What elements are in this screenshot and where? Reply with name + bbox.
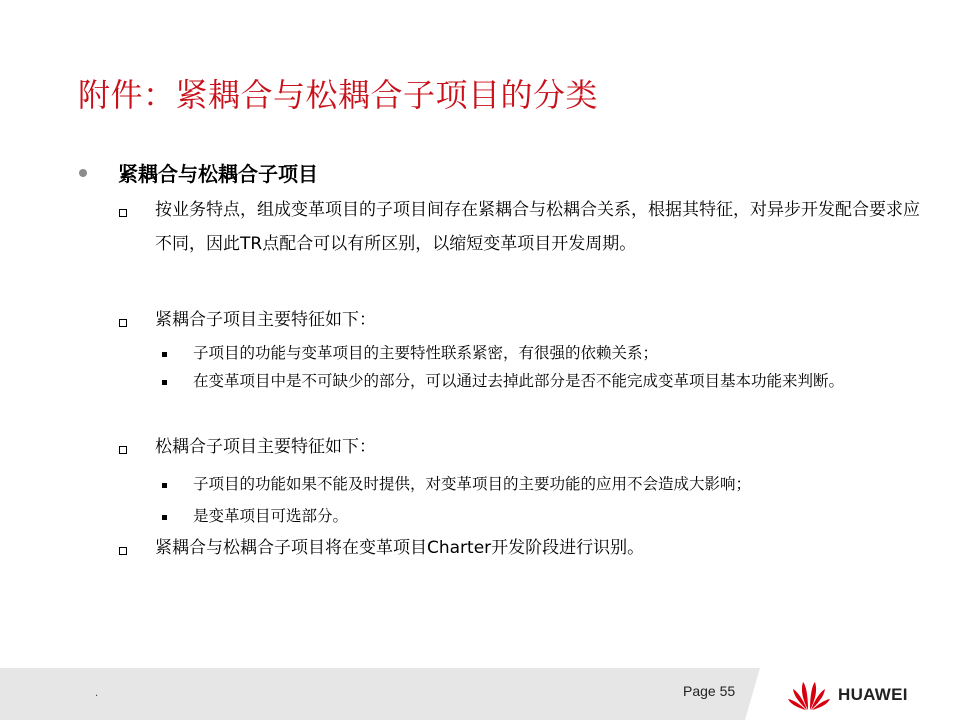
list-item: 按业务特点，组成变革项目的子项目间存在紧耦合与松耦合关系，根据其特征，对异步开发配合要求应不同，因此TR点配合可以有所区别，以缩短变革项目开发周期。 [155,200,920,254]
level2-bullet [119,547,127,555]
level3-bullet [162,515,167,520]
slide-title: 附件：紧耦合与松耦合子项目的分类 [78,76,599,114]
section-heading: 紧耦合与松耦合子项目 [118,162,318,186]
page-number: Page 55 [683,683,736,699]
huawei-logo-icon [786,676,832,712]
level2-bullet [119,319,127,327]
footer-dot: . [95,688,99,699]
sub-list-item: 在变革项目中是不可缺少的部分，可以通过去掉此部分是否不能完成变革项目基本功能来判断。 [193,372,845,390]
level3-bullet [162,483,167,488]
level2-bullet [119,209,127,217]
brand-name: HUAWEI [838,685,908,704]
sub-list-item: 是变革项目可选部分。 [193,507,349,525]
level1-bullet [79,169,87,177]
level2-bullet [119,446,127,454]
sub-list-item: 子项目的功能与变革项目的主要特性联系紧密，有很强的依赖关系； [193,344,659,362]
list-item: 紧耦合与松耦合子项目将在变革项目Charter开发阶段进行识别。 [155,538,645,558]
list-item: 紧耦合子项目主要特征如下： [155,310,376,330]
list-item: 松耦合子项目主要特征如下： [155,437,376,457]
level3-bullet [162,352,167,357]
level3-bullet [162,380,167,385]
sub-list-item: 子项目的功能如果不能及时提供，对变革项目的主要功能的应用不会造成大影响； [193,475,752,493]
